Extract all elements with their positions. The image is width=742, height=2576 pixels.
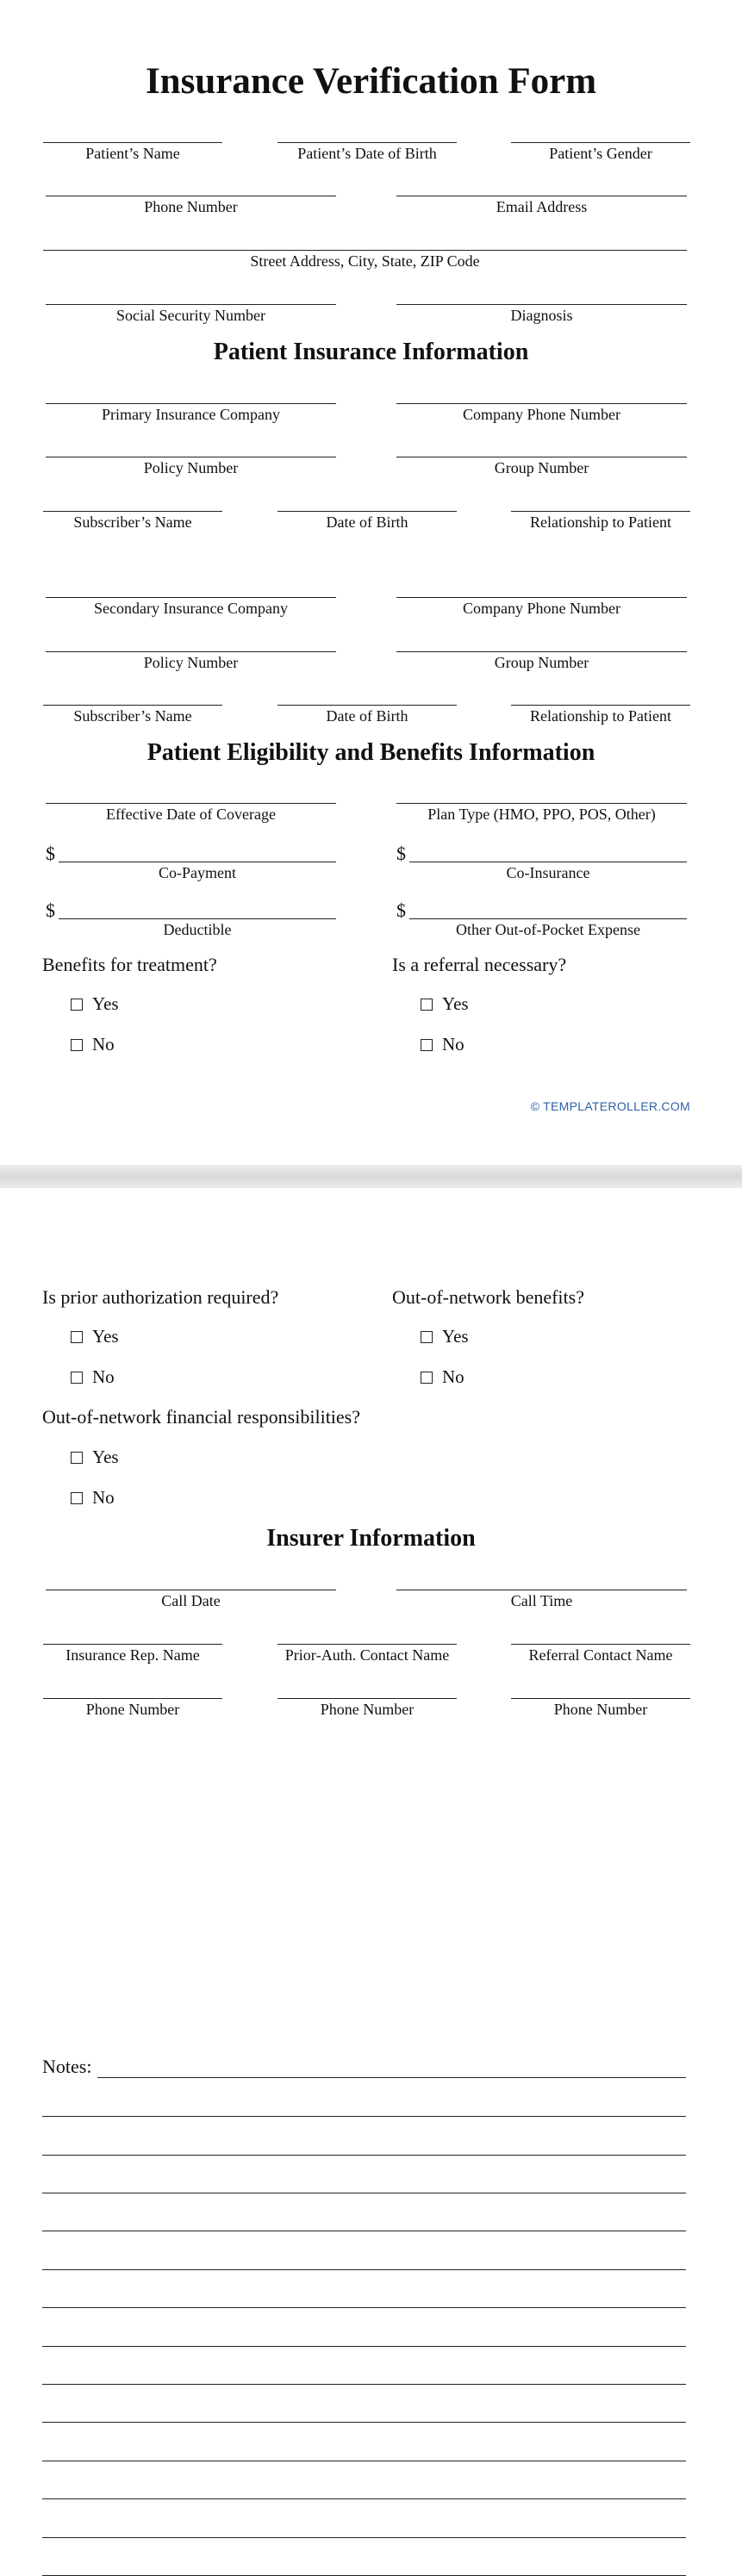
secondary-insurance-company-field[interactable]: Secondary Insurance Company (46, 597, 336, 628)
checkbox-icon[interactable] (71, 999, 83, 1011)
notes-line[interactable] (42, 2498, 686, 2499)
primary-subscriber-dob-field[interactable]: Date of Birth (277, 511, 457, 542)
currency-symbol: $ (46, 843, 55, 864)
eligibility-section-title: Patient Eligibility and Benefits Information (147, 739, 595, 766)
rep-phone-field[interactable]: Phone Number (43, 1698, 222, 1729)
deductible-field[interactable]: $ Deductible (46, 918, 336, 953)
prior-auth-yes[interactable]: Yes (71, 1326, 119, 1347)
notes-line[interactable] (42, 2307, 686, 2308)
notes-line[interactable] (97, 2077, 686, 2078)
out-network-question: Out‑of‑network benefits? (392, 1286, 584, 1308)
notes-line[interactable] (42, 2116, 686, 2117)
primary-insurance-company-field[interactable]: Primary Insurance Company (46, 403, 336, 434)
coinsurance-field[interactable]: $ Co‑Insurance (396, 862, 687, 896)
diagnosis-field[interactable]: Diagnosis (396, 304, 687, 335)
prior-auth-phone-field[interactable]: Phone Number (277, 1698, 457, 1729)
insurance-section-title: Patient Insurance Information (213, 339, 529, 365)
ssn-field[interactable]: Social Security Number (46, 304, 336, 335)
checkbox-icon[interactable] (71, 1372, 83, 1384)
notes-line[interactable] (42, 2422, 686, 2423)
prior-auth-question: Is prior authorization required? (42, 1286, 279, 1308)
referral-contact-field[interactable]: Referral Contact Name (511, 1644, 690, 1675)
templateroller-footer[interactable]: © TEMPLATEROLLER.COM (530, 1099, 690, 1113)
out-network-no[interactable]: No (421, 1366, 465, 1388)
currency-symbol: $ (46, 899, 55, 921)
patient-dob-field[interactable]: Patient’s Date of Birth (277, 142, 457, 173)
primary-policy-number-field[interactable]: Policy Number (46, 457, 336, 488)
checkbox-icon[interactable] (71, 1039, 83, 1051)
out-network-financial-question: Out‑of‑network financial responsibilities? (42, 1406, 361, 1428)
call-date-field[interactable]: Call Date (46, 1590, 336, 1621)
secondary-subscriber-name-field[interactable]: Subscriber’s Name (43, 705, 222, 736)
primary-company-phone-field[interactable]: Company Phone Number (396, 403, 687, 434)
patient-gender-field[interactable]: Patient’s Gender (511, 142, 690, 173)
benefits-treatment-yes[interactable]: Yes (71, 993, 119, 1015)
checkbox-icon[interactable] (71, 1331, 83, 1343)
email-address-field[interactable]: Email Address (396, 196, 687, 227)
form-page-2 (0, 1188, 742, 2299)
notes-line[interactable] (42, 2155, 686, 2156)
notes-line[interactable] (42, 2269, 686, 2270)
prior-auth-no[interactable]: No (71, 1366, 115, 1388)
insurance-rep-name-field[interactable]: Insurance Rep. Name (43, 1644, 222, 1675)
benefits-treatment-question: Benefits for treatment? (42, 954, 217, 975)
out-network-financial-yes[interactable]: Yes (71, 1447, 119, 1468)
primary-relationship-field[interactable]: Relationship to Patient (511, 511, 690, 542)
checkbox-icon[interactable] (71, 1452, 83, 1464)
referral-yes[interactable]: Yes (421, 993, 469, 1015)
out-network-yes[interactable]: Yes (421, 1326, 469, 1347)
referral-no[interactable]: No (421, 1034, 465, 1055)
checkbox-icon[interactable] (421, 1039, 433, 1051)
oop-expense-field[interactable]: $ Other Out‑of‑Pocket Expense (396, 918, 687, 953)
secondary-subscriber-dob-field[interactable]: Date of Birth (277, 705, 457, 736)
patient-name-field[interactable]: Patient’s Name (43, 142, 222, 173)
plan-type-field[interactable]: Plan Type (HMO, PPO, POS, Other) (396, 803, 687, 834)
prior-auth-contact-field[interactable]: Prior‑Auth. Contact Name (277, 1644, 457, 1675)
notes-label: Notes: (42, 2056, 92, 2077)
checkbox-icon[interactable] (421, 1372, 433, 1384)
currency-symbol: $ (396, 843, 406, 864)
effective-date-field[interactable]: Effective Date of Coverage (46, 803, 336, 834)
copayment-field[interactable]: $ Co‑Payment (46, 862, 336, 896)
street-address-field[interactable]: Street Address, City, State, ZIP Code (43, 250, 687, 281)
secondary-group-number-field[interactable]: Group Number (396, 651, 687, 682)
currency-symbol: $ (396, 899, 406, 921)
checkbox-icon[interactable] (421, 1331, 433, 1343)
call-time-field[interactable]: Call Time (396, 1590, 687, 1621)
insurer-section-title: Insurer Information (266, 1525, 476, 1552)
phone-number-field[interactable]: Phone Number (46, 196, 336, 227)
primary-subscriber-name-field[interactable]: Subscriber’s Name (43, 511, 222, 542)
secondary-company-phone-field[interactable]: Company Phone Number (396, 597, 687, 628)
benefits-treatment-no[interactable]: No (71, 1034, 115, 1055)
notes-line[interactable] (42, 2384, 686, 2385)
notes-line[interactable] (42, 2346, 686, 2347)
checkbox-icon[interactable] (421, 999, 433, 1011)
notes-line[interactable] (42, 2537, 686, 2538)
form-page-1 (0, 0, 742, 1165)
checkbox-icon[interactable] (71, 1492, 83, 1504)
secondary-relationship-field[interactable]: Relationship to Patient (511, 705, 690, 736)
referral-phone-field[interactable]: Phone Number (511, 1698, 690, 1729)
secondary-policy-number-field[interactable]: Policy Number (46, 651, 336, 682)
primary-group-number-field[interactable]: Group Number (396, 457, 687, 488)
out-network-financial-no[interactable]: No (71, 1487, 115, 1509)
form-title: Insurance Verification Form (145, 61, 597, 102)
page-separator (0, 1165, 742, 1188)
referral-question: Is a referral necessary? (392, 954, 567, 975)
